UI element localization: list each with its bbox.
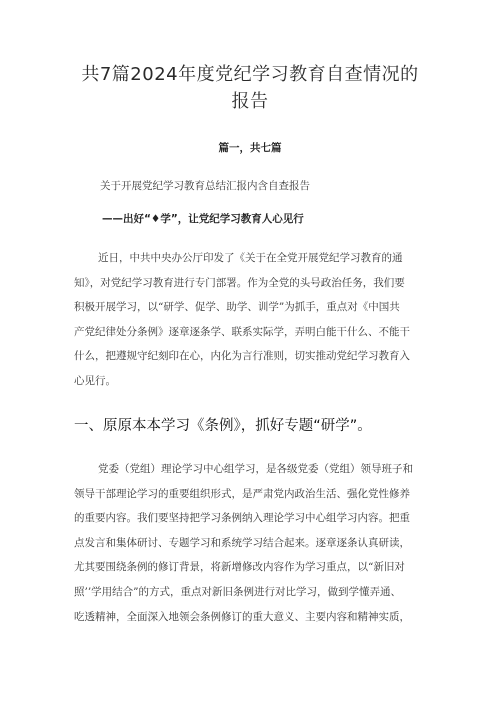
paragraph-line: 心见行。 xyxy=(74,374,116,387)
intro-paragraph xyxy=(74,246,426,394)
paragraph-line: 产党纪律处分条例》逐章逐条学、联系实际学，弄明白能干什么、不能干 xyxy=(74,325,410,338)
section-one-paragraph xyxy=(74,457,426,629)
paragraph-line: 积极开展学习，以“研学、促学、助学、训学”为抓手，重点对《中国共 xyxy=(74,301,400,314)
article-subtitle: 关于开展党纪学习教育总结汇报内含自查报告 xyxy=(100,180,310,192)
document-title-line-1: 共7篇2024年度党纪学习教育自查情况的 xyxy=(81,64,419,85)
paragraph-line: 照’’学用结合”的方式，重点对新旧条例进行对比学习，做到学懂弄通、 xyxy=(74,585,402,598)
section-one-heading: 一、原原本本学习《条例》，抓好专题“研学”。 xyxy=(74,418,372,434)
paragraph-line: 吃透精神，全面深入地领会条例修订的重大意义、主要内容和精神实质， xyxy=(74,610,410,623)
paragraph-line: 近日，中共中央办公厅印发了《关于在全党开展党纪学习教育的通 xyxy=(98,252,403,264)
document-title-line-2: 报告 xyxy=(231,91,269,112)
section-heading: 篇一，共七篇 xyxy=(218,142,282,154)
paragraph-line: 党委（党组）理论学习中心组学习，是各级党委（党组）领导班子和 xyxy=(98,463,413,475)
paragraph-line: 知》，对党纪学习教育进行专门部署。作为全党的头号政治任务，我们要 xyxy=(74,276,405,289)
paragraph-line: 什么，把遵规守纪刻印在心，内化为言行准则，切实推动党纪学习教育入 xyxy=(74,350,410,363)
paragraph-line: 领导干部理论学习的重要组织形式，是严肃党内政治生活、强化党性修养 xyxy=(74,487,410,500)
paragraph-line: 尤其要围绕条例的修订背景，将新增修改内容作为学习重点，以“新旧对 xyxy=(74,561,405,574)
article-slogan: ——出好“♦学”，让党纪学习教育人心见行 xyxy=(102,213,304,225)
paragraph-line: 的重要内容。我们要坚持把学习条例纳入理论学习中心组学习内容。把重 xyxy=(74,512,410,525)
paragraph-line: 点发言和集体研讨、专题学习和系统学习结合起来。逐章逐条认真研读， xyxy=(74,536,410,549)
